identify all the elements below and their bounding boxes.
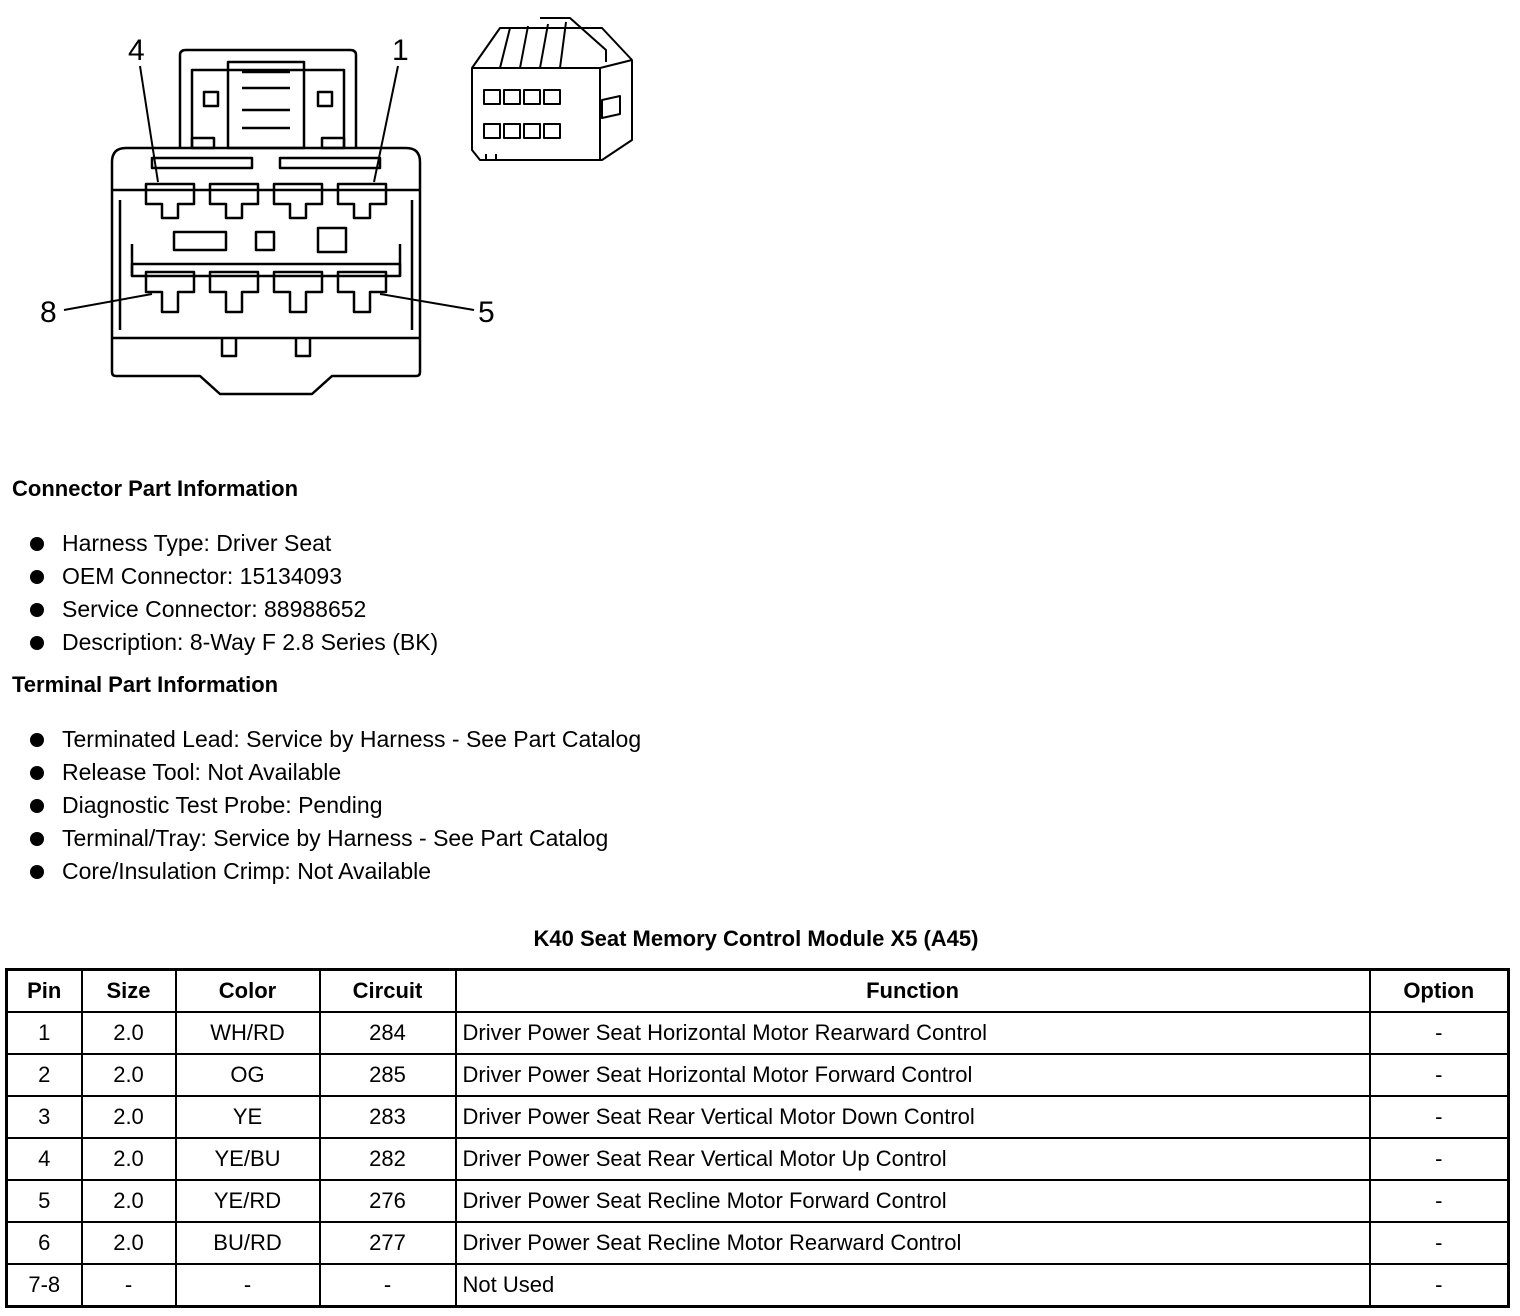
list-item-text: Release Tool: Not Available bbox=[62, 759, 342, 785]
cell-pin: 4 bbox=[7, 1138, 82, 1180]
list-item-text: Diagnostic Test Probe: Pending bbox=[62, 792, 383, 818]
bullet-icon bbox=[30, 832, 44, 846]
pin-label-8: 8 bbox=[40, 296, 57, 329]
connector-iso-view bbox=[472, 18, 632, 160]
bullet-icon bbox=[30, 799, 44, 813]
table-row bbox=[7, 1222, 1509, 1264]
cell-option: - bbox=[1370, 1096, 1509, 1138]
connector-info-heading: Connector Part Information bbox=[12, 476, 299, 501]
table-title: K40 Seat Memory Control Module X5 (A45) bbox=[533, 926, 979, 951]
cell-size: 2.0 bbox=[82, 1138, 176, 1180]
cell-function: Driver Power Seat Rear Vertical Motor Down Control bbox=[456, 1096, 1370, 1138]
header-color: Color bbox=[176, 970, 320, 1013]
cell-pin: 6 bbox=[7, 1222, 82, 1264]
cell-option: - bbox=[1370, 1012, 1509, 1054]
cell-function: Driver Power Seat Rear Vertical Motor Up Control bbox=[456, 1138, 1370, 1180]
cell-circuit: - bbox=[320, 1264, 456, 1307]
list-item bbox=[30, 789, 641, 822]
cell-circuit: 276 bbox=[320, 1180, 456, 1222]
cell-circuit: 284 bbox=[320, 1012, 456, 1054]
cell-option: - bbox=[1370, 1054, 1509, 1096]
bullet-icon bbox=[30, 865, 44, 879]
list-item-text: Description: 8-Way F 2.8 Series (BK) bbox=[62, 629, 439, 655]
cell-pin: 7-8 bbox=[7, 1264, 82, 1307]
table-row bbox=[7, 1138, 1509, 1180]
table-row bbox=[7, 1264, 1509, 1307]
cell-color: YE bbox=[176, 1096, 320, 1138]
cell-pin: 2 bbox=[7, 1054, 82, 1096]
connector-info-list bbox=[30, 527, 438, 659]
list-item bbox=[30, 527, 438, 560]
cell-function: Driver Power Seat Recline Motor Forward Control bbox=[456, 1180, 1370, 1222]
table-body bbox=[7, 1012, 1509, 1307]
cell-size: 2.0 bbox=[82, 1054, 176, 1096]
cell-color: OG bbox=[176, 1054, 320, 1096]
cell-color: - bbox=[176, 1264, 320, 1307]
pin-label-4: 4 bbox=[128, 34, 145, 67]
header-circuit: Circuit bbox=[320, 970, 456, 1013]
list-item bbox=[30, 626, 438, 659]
cell-pin: 3 bbox=[7, 1096, 82, 1138]
cell-pin: 5 bbox=[7, 1180, 82, 1222]
list-item-text: Harness Type: Driver Seat bbox=[62, 530, 332, 556]
cell-color: YE/RD bbox=[176, 1180, 320, 1222]
pin-label-1: 1 bbox=[392, 34, 409, 67]
cell-size: 2.0 bbox=[82, 1096, 176, 1138]
table-row bbox=[7, 1012, 1509, 1054]
list-item-text: Service Connector: 88988652 bbox=[62, 596, 367, 622]
cell-function: Driver Power Seat Recline Motor Rearward Control bbox=[456, 1222, 1370, 1264]
header-size: Size bbox=[82, 970, 176, 1013]
cell-size: 2.0 bbox=[82, 1012, 176, 1054]
connector-diagram bbox=[0, 0, 700, 420]
list-item-text: Core/Insulation Crimp: Not Available bbox=[62, 858, 432, 884]
header-function: Function bbox=[456, 970, 1370, 1013]
cell-circuit: 282 bbox=[320, 1138, 456, 1180]
cell-option: - bbox=[1370, 1138, 1509, 1180]
bullet-icon bbox=[30, 636, 44, 650]
cell-option: - bbox=[1370, 1222, 1509, 1264]
header-pin: Pin bbox=[7, 970, 82, 1013]
list-item bbox=[30, 822, 641, 855]
bullet-icon bbox=[30, 603, 44, 617]
list-item bbox=[30, 560, 438, 593]
cell-option: - bbox=[1370, 1264, 1509, 1307]
bullet-icon bbox=[30, 733, 44, 747]
terminal-info-list bbox=[30, 723, 641, 888]
cell-color: BU/RD bbox=[176, 1222, 320, 1264]
list-item bbox=[30, 723, 641, 756]
table-row bbox=[7, 1054, 1509, 1096]
cell-function: Driver Power Seat Horizontal Motor Forward Control bbox=[456, 1054, 1370, 1096]
header-option: Option bbox=[1370, 970, 1509, 1013]
cell-circuit: 285 bbox=[320, 1054, 456, 1096]
cell-option: - bbox=[1370, 1180, 1509, 1222]
list-item-text: OEM Connector: 15134093 bbox=[62, 563, 343, 589]
cell-function: Not Used bbox=[456, 1264, 1370, 1307]
bullet-icon bbox=[30, 766, 44, 780]
list-item bbox=[30, 855, 641, 888]
list-item bbox=[30, 593, 438, 626]
cell-circuit: 283 bbox=[320, 1096, 456, 1138]
cell-pin: 1 bbox=[7, 1012, 82, 1054]
cell-size: - bbox=[82, 1264, 176, 1307]
cell-size: 2.0 bbox=[82, 1222, 176, 1264]
table-row bbox=[7, 1096, 1509, 1138]
cell-color: WH/RD bbox=[176, 1012, 320, 1054]
table-header-row bbox=[7, 970, 1509, 1013]
list-item-text: Terminated Lead: Service by Harness - See Part Catalog bbox=[62, 726, 642, 752]
cell-size: 2.0 bbox=[82, 1180, 176, 1222]
terminal-info-heading: Terminal Part Information bbox=[12, 672, 279, 697]
table-row bbox=[7, 1180, 1509, 1222]
list-item bbox=[30, 756, 641, 789]
bullet-icon bbox=[30, 537, 44, 551]
bullet-icon bbox=[30, 570, 44, 584]
list-item-text: Terminal/Tray: Service by Harness - See Part Catalog bbox=[62, 825, 609, 851]
pinout-table bbox=[5, 968, 1510, 1308]
pin-label-5: 5 bbox=[478, 296, 495, 329]
cell-color: YE/BU bbox=[176, 1138, 320, 1180]
cell-function: Driver Power Seat Horizontal Motor Rearward Control bbox=[456, 1012, 1370, 1054]
cell-circuit: 277 bbox=[320, 1222, 456, 1264]
